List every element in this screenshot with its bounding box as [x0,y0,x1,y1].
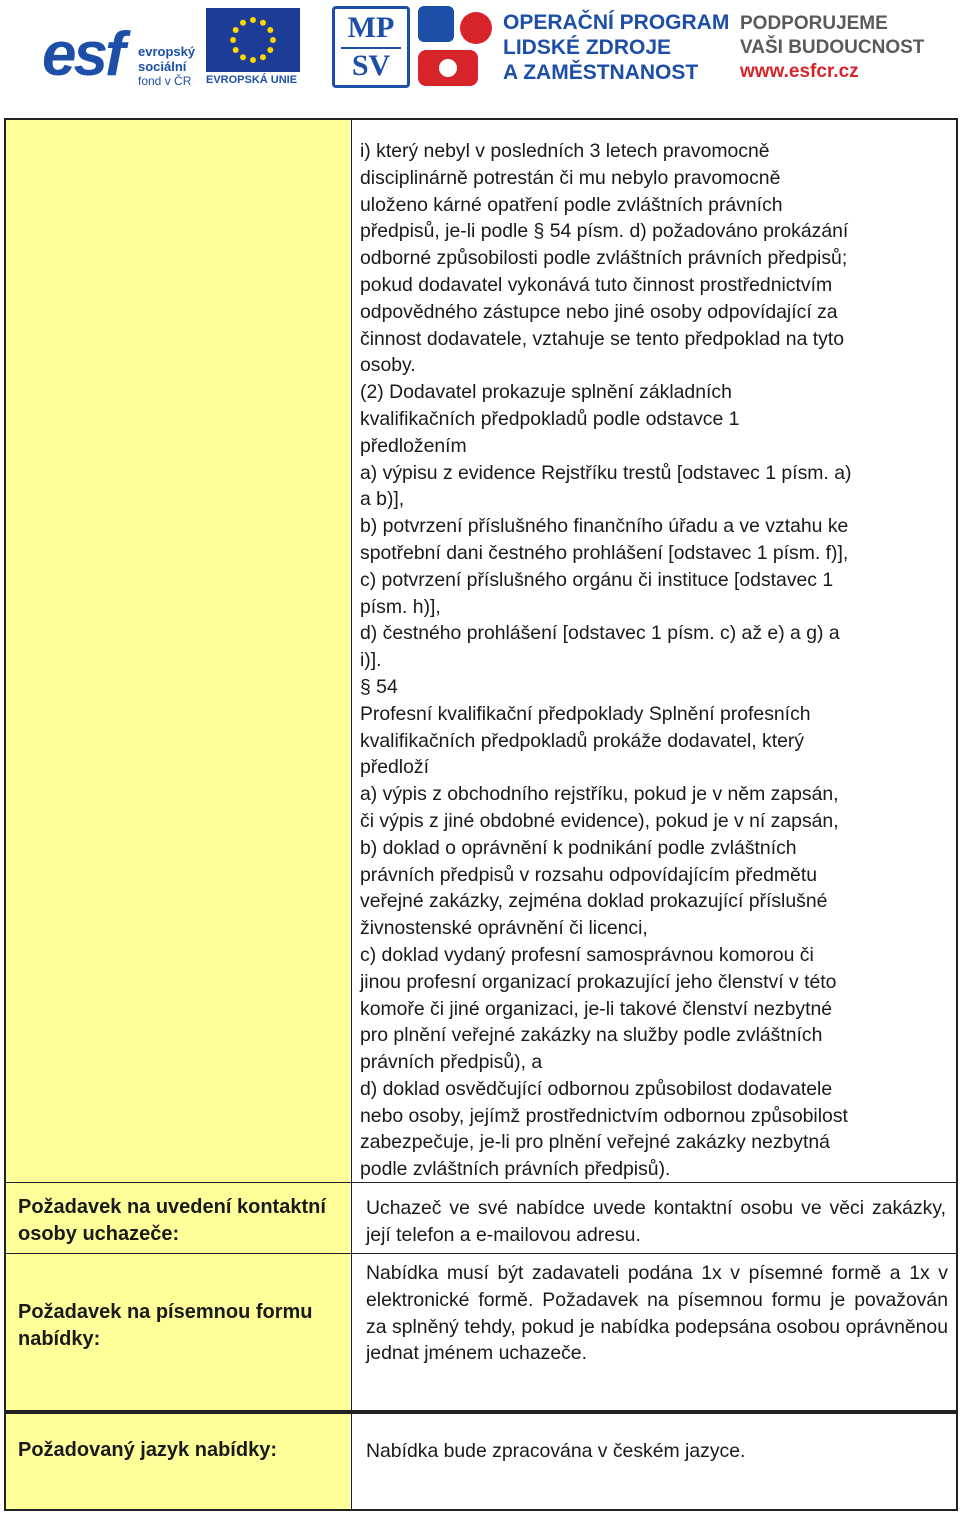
mpsv-logo [332,6,410,88]
text-line: uloženo kárné opatření podle zvláštních právních [360,193,783,216]
text-line: i)]. [360,649,382,672]
contact-person-label: Požadavek na uvedení kontaktní osoby uchazeče: [18,1196,326,1245]
mpsv-top: MP [347,11,395,44]
text-line: kvalifikačních předpokladů prokáže dodavatel, který [360,729,805,752]
op-program-text [503,10,729,85]
esf-website-link[interactable]: www.esfcr.cz [740,61,859,82]
esf-line-2: sociální [138,59,187,74]
esf-text [138,44,195,74]
eu-logo [206,8,300,88]
text-line: b) potvrzení příslušného finančního úřadu a ve vztahu ke [360,515,849,538]
text-line: (2) Dodavatel prokazuje splnění základních [360,381,732,404]
text-line: a) výpisu z evidence Rejstříku trestů [odstavec 1 písm. a) [360,461,852,484]
op-line-3: A ZAMĚSTNANOST [503,61,699,84]
eu-flag-icon [206,8,300,72]
esf-letters: esf [42,20,123,89]
op-line-2: LIDSKÉ ZDROJE [503,36,672,59]
slogan-line-2: VAŠI BUDOUCNOST [740,37,925,58]
text-line: živnostenské oprávnění či licenci, [360,917,648,940]
requirements-table [4,118,958,1511]
text-line: disciplinárně potrestán či mu nebylo pravomocně [360,166,781,189]
text-line: či výpis z jiné obdobné evidence), pokud je v ní zapsán, [360,809,839,832]
mpsv-bottom: SV [351,49,391,82]
text-line: kvalifikačních předpokladů podle odstavce 1 [360,407,740,430]
slogan-text [740,12,924,84]
text-line: písm. h)], [360,595,441,618]
eu-stars-icon [206,8,300,72]
text-line: a) výpis z obchodního rejstříku, pokud je v něm zapsán, [360,783,839,806]
text-line: předložením [360,434,467,457]
text-line: c) potvrzení příslušného orgánu či instituce [odstavec 1 [360,568,834,591]
text-line: odpovědného zástupce nebo jiné osoby odpovídající za [360,300,838,323]
language-text: Nabídka bude zpracována v českém jazyce. [366,1440,746,1462]
contact-person-text: Uchazeč ve své nabídce uvede kontaktní osobu ve věci zakázky, její telefon a e-mailovou adresu. [366,1197,946,1246]
esf-line-1: evropský [138,44,196,59]
text-line: veřejné zakázky, zejména doklad prokazující příslušné [360,890,828,913]
text-line: c) doklad vydaný profesní samosprávnou komorou či [360,943,814,966]
esf-logo [42,8,202,88]
text-line: komoře či jiné organizaci, je-li takové členství nezbytné [360,997,833,1020]
text-line: § 54 [360,675,398,698]
op-line-1: OPERAČNÍ PROGRAM [503,11,730,34]
text-line: spotřební dani čestného prohlášení [odstavec 1 písm. f)], [360,541,849,564]
header-logos [0,0,960,100]
column-divider [351,118,352,1511]
written-form-text: Nabídka musí být zadavateli podána 1x v písemné formě a 1x v elektronické formě. Požadavek na písemnou formu je považován za splněný tehdy, pokud je nabídka podepsána osobou oprávněnou jednat jménem uchazeče. [366,1262,948,1365]
text-line: d) doklad osvědčující odbornou způsobilost dodavatele [360,1077,833,1100]
slogan-line-1: PODPORUJEME [740,13,888,34]
text-line: d) čestného prohlášení [odstavec 1 písm. c) až e) a g) a [360,622,840,645]
op-puzzle-icon [418,6,498,88]
esf-subtitle: fond v ČR [138,74,192,88]
text-line: zabezpečuje, je-li pro plnění veřejné zakázky nezbytná [360,1131,830,1154]
row-divider-2 [4,1253,958,1254]
text-line: Profesní kvalifikační předpoklady Splnění profesních [360,702,811,725]
text-line: pokud dodavatel vykonává tuto činnost prostřednictvím [360,273,833,296]
text-line: b) doklad o oprávnění k podnikání podle zvláštních [360,836,797,859]
text-line: nebo osoby, jejímž prostřednictvím odbornou způsobilost [360,1104,848,1127]
text-line: předloží [360,756,429,779]
text-line: pro plnění veřejné zakázky na služby podle zvláštních [360,1024,823,1047]
text-line: osoby. [360,354,416,377]
requirements-text [360,138,950,1183]
language-label: Požadovaný jazyk nabídky: [18,1439,277,1461]
text-line: jinou profesní organizací prokazující jeho členství v této [360,970,837,993]
text-line: činnost dodavatele, vztahuje se tento předpoklad na tyto [360,327,845,350]
text-line: a b)], [360,488,405,511]
text-line: předpisů, je-li podle § 54 písm. d) požadováno prokázání [360,220,849,243]
text-line: podle zvláštních právních předpisů). [360,1158,671,1181]
eu-caption: EVROPSKÁ UNIE [206,74,298,86]
text-line: právních předpisů v rozsahu odpovídajícím předmětu [360,863,818,886]
text-line: odborné způsobilosti podle zvláštních právních předpisů; [360,247,848,270]
written-form-label: Požadavek na písemnou formu nabídky: [18,1301,313,1350]
text-line: i) který nebyl v posledních 3 letech pravomocně [360,140,770,162]
text-line: právních předpisů), a [360,1051,543,1074]
